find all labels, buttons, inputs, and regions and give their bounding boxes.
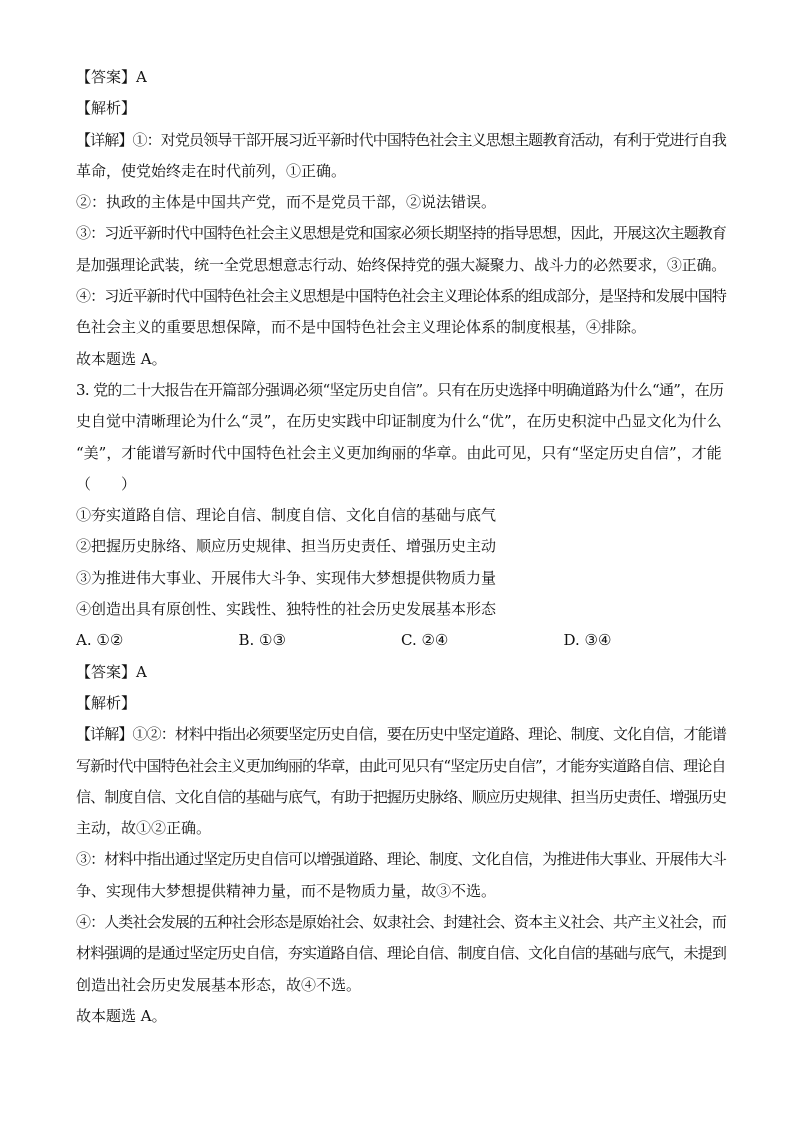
q3-detail-line-8: 材料强调的是通过坚定历史自信，夯实道路自信、理论自信、制度自信、文化自信的基础与底气，未提到 [76, 944, 727, 963]
q3-detail-line-4: 主动，故①②正确。 [76, 819, 212, 838]
q3-choice-b: B. ①③ [238, 631, 286, 650]
q3-detail-line-3: 信、制度自信、文化自信的基础与底气，有助于把握历史脉络、顺应历史规律、担当历史责任、增强历史 [76, 787, 727, 806]
q3-detail-line-2: 写新时代中国特色社会主义更加绚丽的华章，由此可见只有“坚定历史自信”，才能夯实道路自信、理论自 [76, 756, 726, 775]
q3-stem-line-4: （ ） [76, 474, 137, 493]
q3-detail-line-5: ③：材料中指出通过坚定历史自信可以增强道路、理论、制度、文化自信，为推进伟大事业、开展伟大斗 [76, 850, 727, 869]
q3-choice-c: C. ②④ [401, 631, 449, 650]
q2-detail-line-7: 色社会主义的重要思想保障，而不是中国特色社会主义理论体系的制度根基，④排除。 [76, 318, 647, 337]
q3-choice-a: A. ①② [76, 631, 124, 650]
q3-choices [76, 625, 726, 656]
q3-stem-line-3: “美”，才能谱写新时代中国特色社会主义更加绚丽的华章。由此可见，只有“坚定历史自信”，才能 [76, 443, 722, 462]
q3-option-3: ③为推进伟大事业、开展伟大斗争、实现伟大梦想提供物质力量 [76, 568, 497, 587]
q2-answer: 【答案】A [76, 68, 147, 86]
q2-detail-line-4: ③：习近平新时代中国特色社会主义思想是党和国家必须长期坚持的指导思想，因此，开展这次主题教育 [76, 224, 727, 243]
q3-answer: 【答案】A [76, 662, 147, 681]
q3-detail-line-9: 创造出社会历史发展基本形态，故④不选。 [76, 975, 362, 994]
q2-detail-line-3: ②：执政的主体是中国共产党，而不是党员干部，②说法错误。 [76, 193, 497, 212]
q3-choice-d: D. ③④ [563, 631, 612, 650]
q2-detail-line-6: ④：习近平新时代中国特色社会主义思想是中国特色社会主义理论体系的组成部分，是坚持和发展中国特 [76, 287, 727, 306]
q3-detail-line-1: 【详解】①②：材料中指出必须要坚定历史自信，要在历史中坚定道路、理论、制度、文化自信，才能谱 [76, 725, 727, 744]
q3-stem-line-2: 史自觉中清晰理论为什么“灵”，在历史实践中印证制度为什么“优”，在历史积淀中凸显文化为什么 [76, 412, 722, 431]
q3-stem-line-1: 3. 党的二十大报告在开篇部分强调必须“坚定历史自信”。只有在历史选择中明确道路为什么“通”，在历 [76, 380, 724, 399]
q2-conclusion: 故本题选 A。 [76, 349, 167, 368]
q3-option-2: ②把握历史脉络、顺应历史规律、担当历史责任、增强历史主动 [76, 537, 497, 556]
q2-detail-line-2: 革命，使党始终走在时代前列，①正确。 [76, 161, 347, 180]
q3-analysis-heading: 【解析】 [76, 693, 137, 712]
q3-detail-line-6: 争、实现伟大梦想提供精神力量，而不是物质力量，故③不选。 [76, 881, 497, 900]
q2-detail-line-5: 是加强理论武装，统一全党思想意志行动、始终保持党的强大凝聚力、战斗力的必然要求，③正确。 [76, 255, 727, 274]
q3-detail-line-7: ④：人类社会发展的五种社会形态是原始社会、奴隶社会、封建社会、资本主义社会、共产主义社会，而 [76, 913, 727, 932]
document-body [76, 62, 726, 1032]
q3-option-4: ④创造出具有原创性、实践性、独特性的社会历史发展基本形态 [76, 600, 497, 619]
q3-option-1: ①夯实道路自信、理论自信、制度自信、文化自信的基础与底气 [76, 506, 497, 525]
q2-detail-line-1: 【详解】①：对党员领导干部开展习近平新时代中国特色社会主义思想主题教育活动，有利于党进行自我 [76, 130, 727, 149]
q2-analysis-heading: 【解析】 [76, 99, 137, 118]
q3-conclusion: 故本题选 A。 [76, 1006, 167, 1025]
